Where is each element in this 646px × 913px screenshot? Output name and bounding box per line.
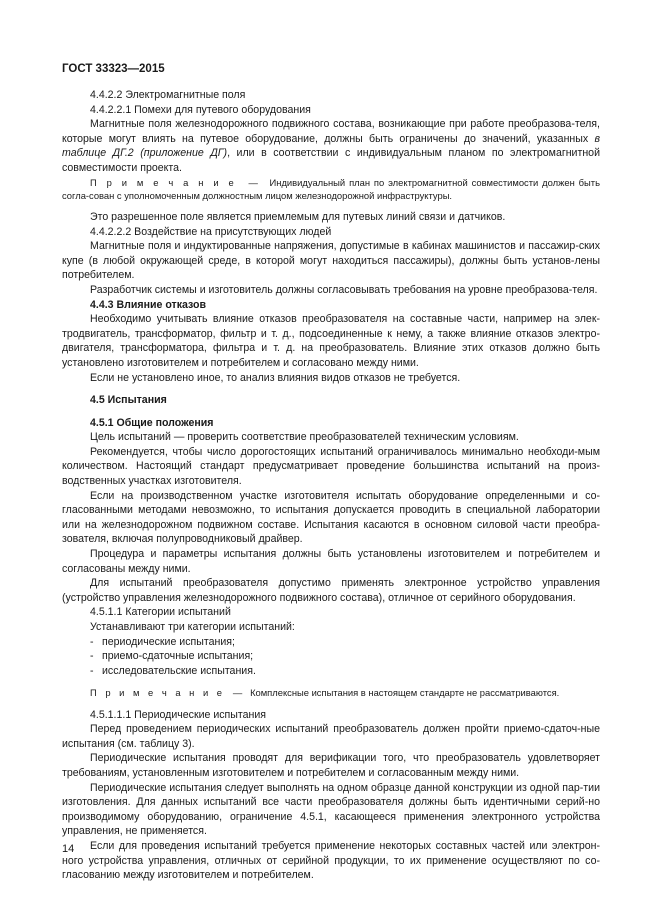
heading-4-5-1-1: 4.5.1.1 Категории испытаний — [90, 606, 231, 619]
paragraph: Для испытаний преобразователя допустимо применять электронное устройство управления (устройство управления железнодорожного подвижного состава), отличное от серийного оборудования. — [62, 577, 600, 604]
heading-4-4-2-2-2: 4.4.2.2.2 Воздействие на присутствующих людей — [90, 225, 332, 238]
paragraph: Разработчик системы и изготовитель должны согласовывать требования на уровне преобразова-теля. — [90, 283, 598, 296]
paragraph: Перед проведением периодических испытаний преобразователь должен пройти приемо-сдаточ-ные испытания (см. таблицу 3). — [62, 723, 600, 750]
note-text: Индивидуальный план по электромагнитной совместимости должен быть согла-сован с уполномоченным должностным лицом железнодорожной инфраструктуры. — [62, 176, 600, 201]
paragraph — [62, 117, 600, 175]
paragraph: Периодические испытания следует выполнять на одном образце данной конструкции из одной пар-тии изготовления. Для данных испытаний все части преобразователя должны быть идентичными серий-но производимому оборудованию, ограничение 4.5.1, касающееся применения электронного устройства управления, не применяется. — [62, 781, 600, 838]
note — [62, 176, 600, 202]
paragraph: Если для проведения испытаний требуется применение некоторых составных частей или электрон-ного устройства управления, отличных от серийной продукции, то их применение осуществляют по со-гласованию между изготовителем и потребителем. — [62, 839, 600, 882]
page-body — [62, 88, 600, 883]
list-item: - периодические испытания; — [90, 635, 235, 648]
heading-4-5-1: 4.5.1 Общие положения — [90, 416, 214, 429]
paragraph: Это разрешенное поле является приемлемым для путевых линий связи и датчиков. — [90, 210, 506, 223]
paragraph: Если на производственном участке изготовителя испытать оборудование определенными и со-гласованными методами невозможно, то испытания допускается проводить в специальной лаборатории или на железнодорожном подвижном составе. Испытания касаются в основном силовой части преобра-зователя, включая полупроводниковый драйвер. — [62, 489, 600, 546]
paragraph: Необходимо учитывать влияние отказов преобразователя на составные части, например на элек-тродвигатель, трансформатор, фильтр и т. д., подсоединенные к нему, а также влияние отказов электро-двигателя, трансформатора, фильтра и т. д. на преобразователь. Влияние этих отказов должно быть установлено изготовителем и потребителем и согласовано между ними. — [62, 313, 600, 369]
note-label: П р и м е ч а н и е — [90, 176, 237, 188]
list-item-text: приемо-сдаточные испытания; — [102, 650, 254, 663]
note-dash: — — [232, 687, 243, 699]
heading-4-4-2-2-1: 4.4.2.2.1 Помехи для путевого оборудования — [90, 103, 311, 116]
paragraph: Если не установлено иное, то анализ влияния видов отказов не требуется. — [90, 371, 461, 384]
paragraph-text: Магнитные поля железнодорожного подвижного состава, возникающие при работе преобразова-теля, которые могут влиять на путевое оборудование, должны быть ограничены до значений, указанных — [62, 118, 600, 145]
paragraph: Магнитные поля и индуктированные напряжения, допустимые в кабинах машинистов и пассажир-ских купе (в любой окружающей среде, в которой могут находиться пассажиры), должны быть установ-лены потребителем. — [62, 240, 600, 282]
list-item-text: исследовательские испытания. — [102, 664, 256, 677]
heading-4-4-3: 4.4.3 Влияние отказов — [90, 298, 207, 311]
table-reference: в таблице ДГ.2 (приложение ДГ) — [62, 132, 600, 160]
paragraph: Процедура и параметры испытания должны быть установлены изготовителем и потребителем и согласованы между ними. — [62, 548, 600, 575]
paragraph: Рекомендуется, чтобы число дорогостоящих испытаний ограничивалось минимально необходи-мым количеством. Настоящий стандарт предусматривает проведение большинства испытаний на произ-водственных участках изготовителя. — [62, 445, 600, 488]
heading-4-5-1-1-1: 4.5.1.1.1 Периодические испытания — [90, 708, 267, 721]
note-text: Комплексные испытания в настоящем стандарте не рассматриваются. — [250, 687, 560, 699]
paragraph: Устанавливают три категории испытаний: — [90, 621, 295, 633]
list-item: - приемо-сдаточные испытания; — [90, 650, 254, 663]
heading-4-4-2-2: 4.4.2.2 Электромагнитные поля — [90, 89, 246, 101]
heading-4-5: 4.5 Испытания — [90, 394, 167, 407]
page-number: 14 — [62, 843, 75, 855]
list-item: - исследовательские испытания. — [90, 664, 256, 677]
paragraph-text: , или в соответствии с индивидуальным планом по электромагнитной совместимости проекта. — [62, 147, 600, 174]
list-item-text: периодические испытания; — [102, 635, 235, 648]
note-label: П р и м е ч а н и е — [90, 687, 226, 699]
note-dash: — — [248, 176, 258, 188]
paragraph: Цель испытаний — проверить соответствие преобразователей техническим условиям. — [90, 431, 519, 444]
paragraph: Периодические испытания проводят для верификации того, что преобразователь удовлетворяет требованиям, установленным изготовителем и потребителем и согласованным между ними. — [62, 752, 600, 779]
note — [62, 686, 600, 699]
standard-header: ГОСТ 33323—2015 — [62, 63, 165, 75]
